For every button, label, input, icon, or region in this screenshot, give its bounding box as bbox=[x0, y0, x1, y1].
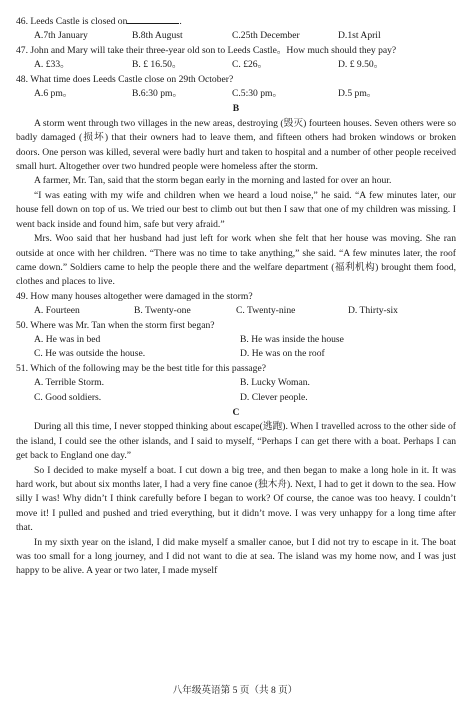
option-c: C.5:30 pm。 bbox=[232, 88, 283, 100]
option-a: A.7th January bbox=[34, 30, 88, 42]
option-a: A. Fourteen bbox=[34, 305, 80, 317]
option-d: D. He was on the roof bbox=[240, 348, 325, 360]
option-d: D.5 pm。 bbox=[338, 88, 377, 100]
question-51-options-row-1 bbox=[16, 376, 456, 390]
option-a: A. Terrible Storm. bbox=[34, 377, 105, 389]
question-46-end: . bbox=[179, 16, 182, 27]
question-51-options-row-2 bbox=[16, 391, 456, 405]
section-c-heading: C bbox=[232, 406, 240, 418]
option-a: A. £33。 bbox=[34, 59, 70, 71]
option-c: C. £26。 bbox=[232, 59, 268, 71]
passage-b-paragraph-4: Mrs. Woo said that her husband had just left for work when she felt that her house was moving. She ran outside at once with her children. “There was no time to take anything,” she said. “A few minutes later, the roof came down.” Soldiers came to help the people there and the welfare department (福利机构) brought them food, clothes and places to live. bbox=[16, 233, 456, 288]
page-footer: 八年级英语第 5 页（共 8 页） bbox=[172, 685, 298, 696]
option-c: C. Twenty-nine bbox=[236, 305, 296, 317]
question-48: 48. What time does Leeds Castle close on 29th October? bbox=[16, 73, 234, 85]
question-49-options bbox=[16, 304, 456, 318]
option-a: A. He was in bed bbox=[34, 333, 101, 345]
passage-c-paragraph-2: So I decided to make myself a boat. I cut down a big tree, and then began to make a long hole in it. It was hard work, but about six months later, I had a very fine canoe (独木舟). Next, I had to get it down to the sea. How silly I was! Why didn’t I think carefully before I began to work? Of course, the canoe was too heavy. I couldn’t move it! I pulled and pushed and tried everything, but it didn’t move. I was very unhappy for a long time after that. bbox=[16, 464, 456, 534]
answer-blank bbox=[127, 14, 179, 24]
question-47: 47. John and Mary will take their three-year old son to Leeds Castle。How much should they pay? bbox=[16, 44, 397, 56]
question-51: 51. Which of the following may be the best title for this passage? bbox=[16, 362, 266, 374]
question-50: 50. Where was Mr. Tan when the storm first began? bbox=[16, 319, 215, 331]
question-48-options bbox=[16, 87, 456, 101]
option-b: B.8th August bbox=[132, 30, 183, 42]
passage-c-paragraph-3: In my sixth year on the island, I did make myself a smaller canoe, but I did not try to escape in it. The boat was too small for a long journey, and I did not want to die at sea. The island was my home now, and I was just happy to be alive. A year or two later, I made myself bbox=[16, 536, 456, 577]
question-49: 49. How many houses altogether were damaged in the storm? bbox=[16, 290, 253, 302]
option-c: C. He was outside the house. bbox=[34, 348, 146, 360]
option-d: D. Thirty-six bbox=[348, 305, 398, 317]
passage-b-paragraph-2: A farmer, Mr. Tan, said that the storm began early in the morning and lasted for over an hour. bbox=[34, 175, 392, 187]
question-46-stem: 46. Leeds Castle is closed on bbox=[16, 16, 128, 27]
option-b: B. £ 16.50。 bbox=[132, 59, 182, 71]
passage-b-paragraph-3: “I was eating with my wife and children when we heard a loud noise,” he said. “A few minutes later, our house fell down on top of us. We tried our best to climb out but then I saw that one of my children was missing. I went back inside and found him, safe but very afraid.” bbox=[16, 189, 456, 230]
option-d: D. Clever people. bbox=[240, 391, 308, 403]
option-b: B. He was inside the house bbox=[240, 333, 344, 345]
option-c: C.25th December bbox=[232, 30, 300, 42]
passage-b-paragraph-1: A storm went through two villages in the new areas, destroying (毁灭) fourteen houses. Seven others were so badly damaged (损坏) that their owners had to leave them, and fifteen others had broken windows or broken doors. One person was killed, several were badly hurt and taken to hospital and a number of other people received small hurt. Altogether over two hundred people were homeless after the storm. bbox=[16, 117, 456, 173]
option-c: C. Good soldiers. bbox=[34, 391, 102, 403]
option-d: D. £ 9.50。 bbox=[338, 59, 384, 71]
option-b: B.6:30 pm。 bbox=[132, 88, 183, 100]
option-a: A.6 pm。 bbox=[34, 88, 73, 100]
passage-c-paragraph-1: During all this time, I never stopped thinking about escape(逃跑). When I travelled across to the other side of the island, I could see the other islands, and I said to myself, “Perhaps I can get there with a boat. Perhaps I can get back to England one day.” bbox=[16, 421, 456, 462]
question-50-options-row-2 bbox=[16, 347, 456, 361]
section-b-heading: B bbox=[232, 103, 240, 115]
option-b: B. Twenty-one bbox=[134, 305, 191, 317]
question-47-options bbox=[16, 58, 456, 72]
question-46 bbox=[16, 14, 456, 29]
question-50-options-row-1 bbox=[16, 333, 456, 347]
option-b: B. Lucky Woman. bbox=[240, 377, 310, 389]
question-46-options bbox=[16, 29, 456, 43]
option-d: D.1st April bbox=[338, 30, 381, 42]
